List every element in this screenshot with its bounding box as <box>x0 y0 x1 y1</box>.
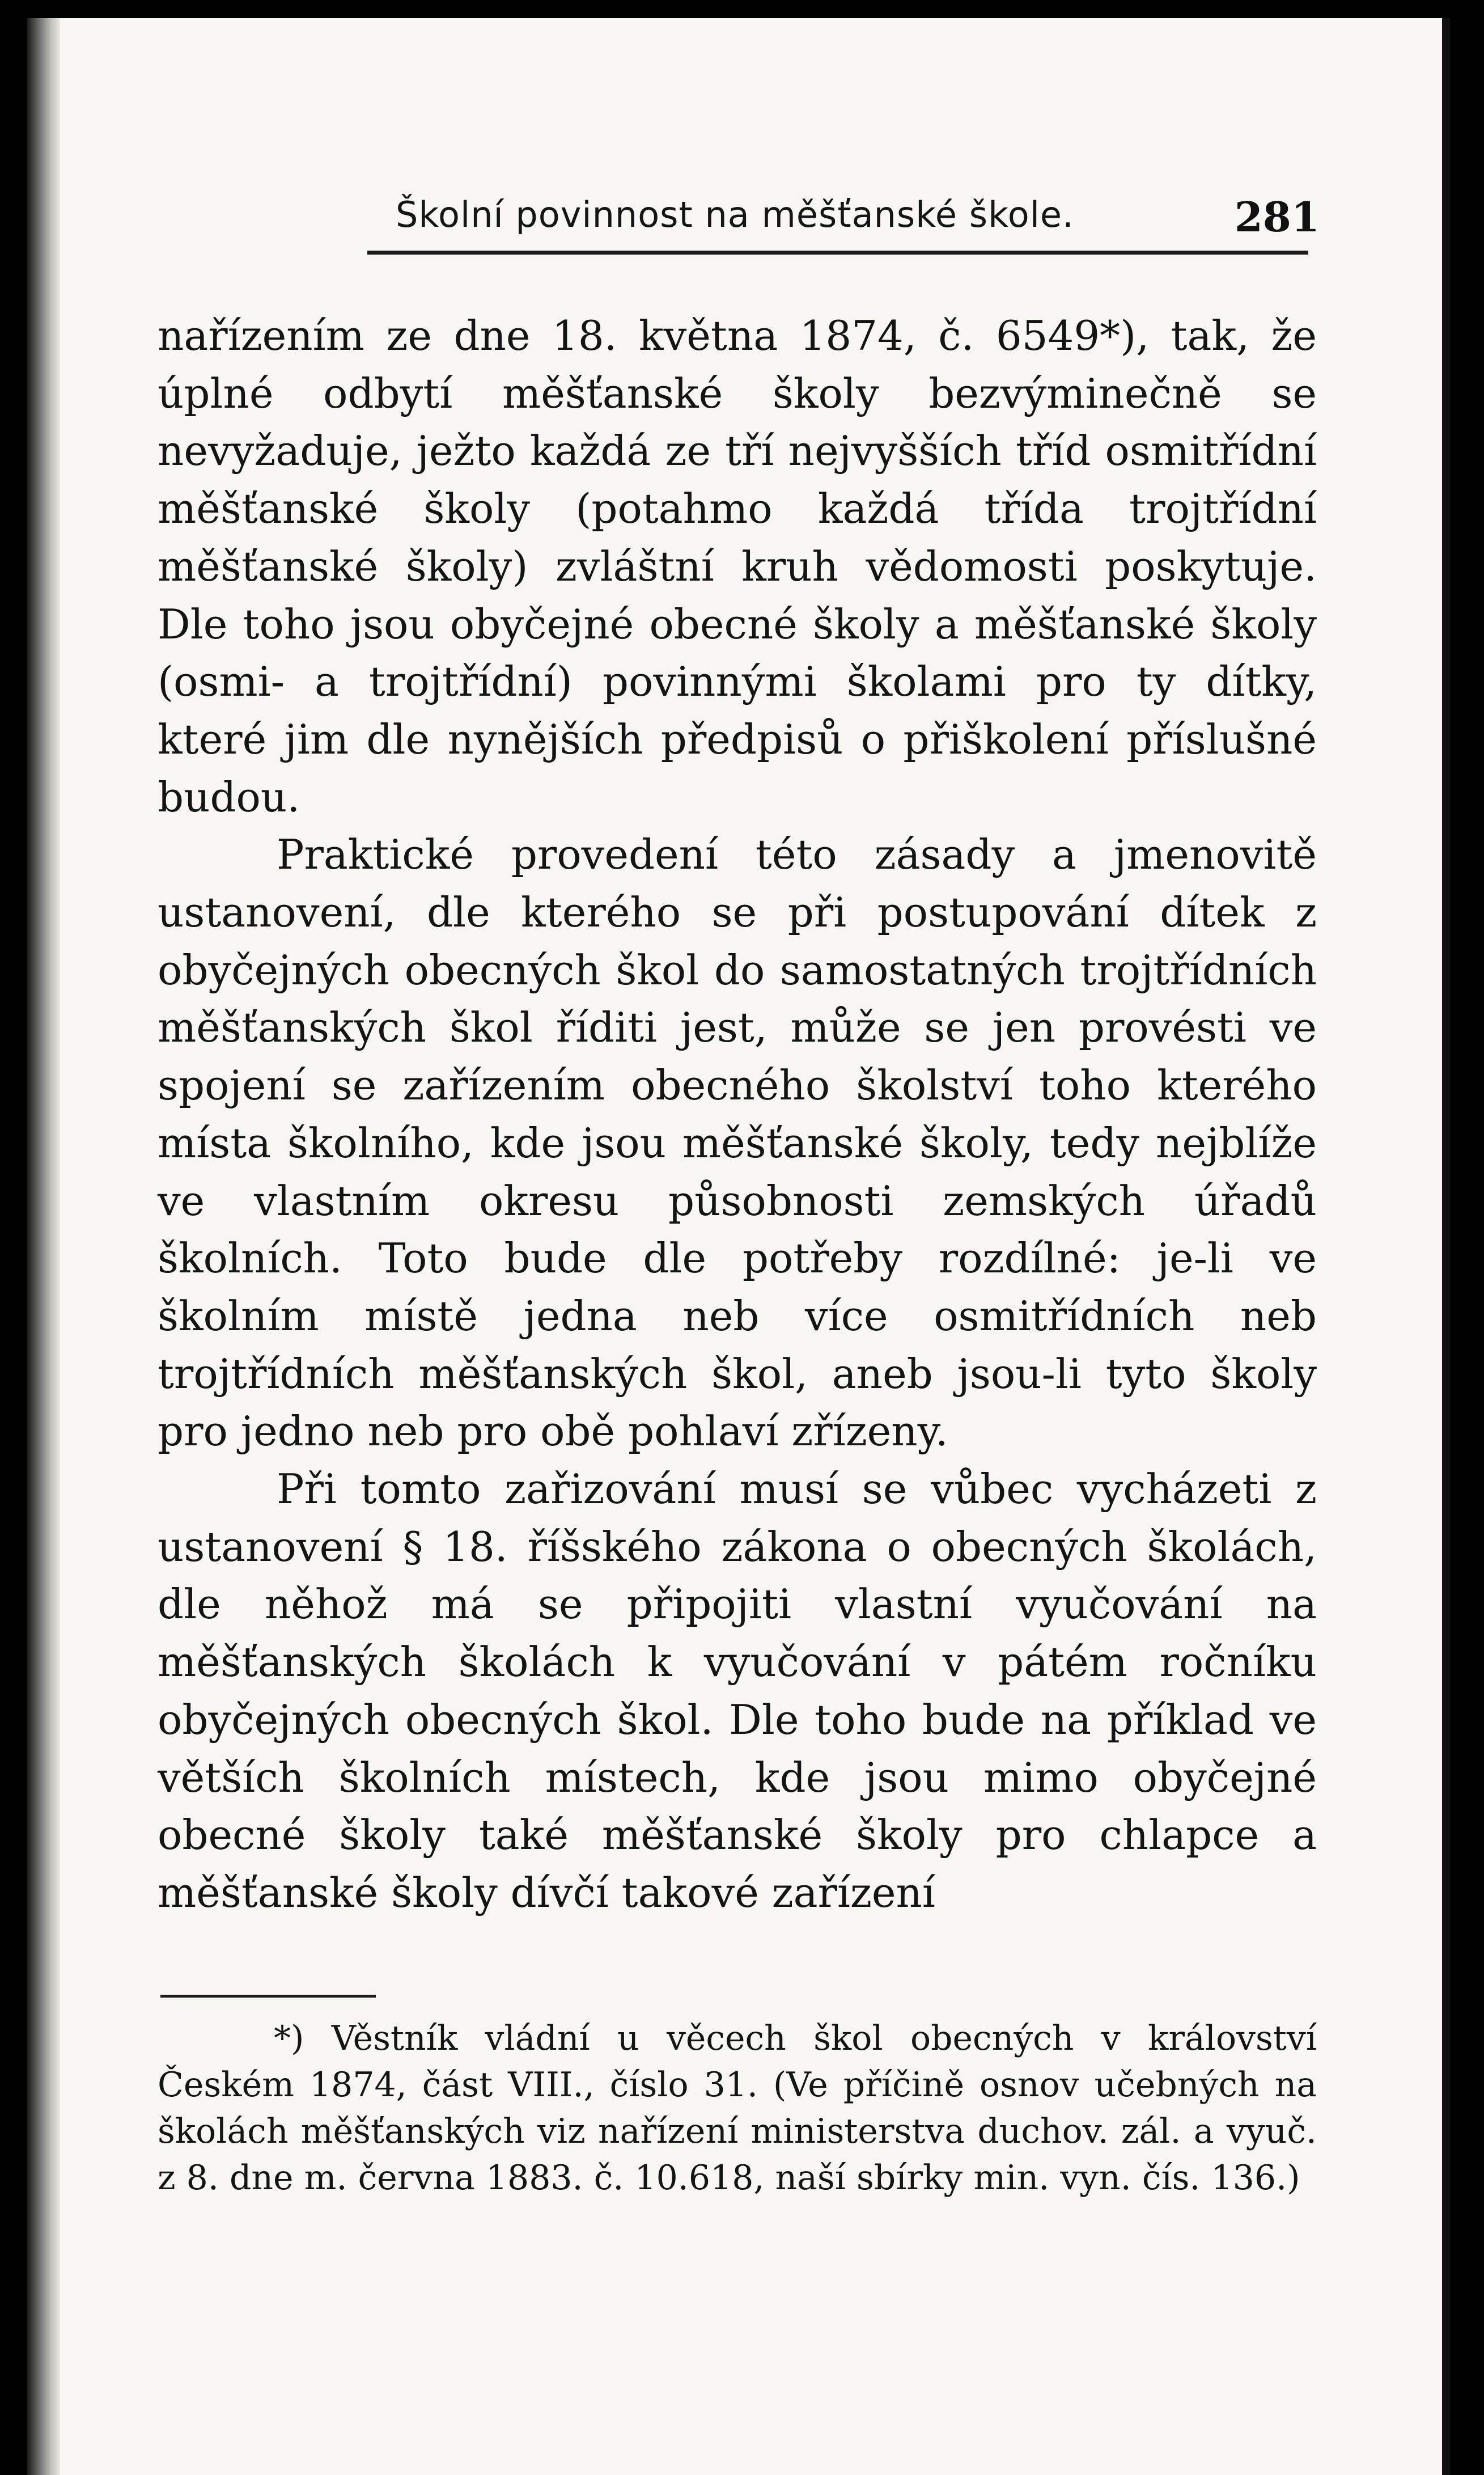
paragraph-1: nařízením ze dne 18. května 1874, č. 6549*), tak, že úplné odbytí měšťanské školy bezvýminečně se nevyžaduje, ježto každá ze tří nejvyšších tříd osmitřídní měšťanské školy (potahmo každá třída trojtřídní měšťanské školy) zvláštní kruh vědomosti poskytuje. Dle toho jsou obyčejné obecné školy a měšťanské školy (osmi- a trojtřídní) povinnými školami pro ty dítky, které jim dle nynějších předpisů o přiškolení příslušné budou. <box>158 312 1317 821</box>
body-text <box>158 307 1317 1922</box>
book-page <box>27 18 1450 2475</box>
running-title: Školní povinnost na měšťanské škole. <box>396 194 1074 235</box>
footnote-rule <box>160 1995 376 1998</box>
page-number: 281 <box>1234 193 1320 241</box>
header-rule <box>367 251 1308 255</box>
page-gutter-shadow <box>27 18 60 2475</box>
page-right-edge <box>1442 18 1450 2475</box>
paragraph-3: Při tomto zařizování musí se vůbec vycházeti z ustanovení § 18. říšského zákona o obecných školách, dle něhož má se připojiti vlastní vyučování na měšťanských školách k vyučování v pátém ročníku obyčejných obecných škol. Dle toho bude na příklad ve větších školních místech, kde jsou mimo obyčejné obecné školy také měšťanské školy pro chlapce a měšťanské školy dívčí takové zařízení <box>158 1465 1317 1916</box>
page-header <box>345 180 1320 248</box>
footnote: *) Věstník vládní u věcech škol obecných v království Českém 1874, část VIII., číslo 31. (Ve příčině osnov učebných na školách měšťanských viz nařízení ministerstva duchov. zál. a vyuč. z 8. dne m. června 1883. č. 10.618, naší sbírky min. vyn. čís. 136.) <box>158 2019 1317 2198</box>
paragraph-2: Praktické provedení této zásady a jmenovitě ustanovení, dle kterého se při postupování dítek z obyčejných obecných škol do samostatných trojtřídních měšťanských škol říditi jest, může se jen provésti ve spojení se zařízením obecného školství toho kterého místa školního, kde jsou měšťanské školy, tedy nejblíže ve vlastním okresu působnosti zemských úřadů školních. Toto bude dle potřeby rozdílné: je-li ve školním místě jedna neb více osmitřídních neb trojtřídních měšťanských škol, aneb jsou-li tyto školy pro jedno neb pro obě pohlaví zřízeny. <box>158 831 1317 1456</box>
